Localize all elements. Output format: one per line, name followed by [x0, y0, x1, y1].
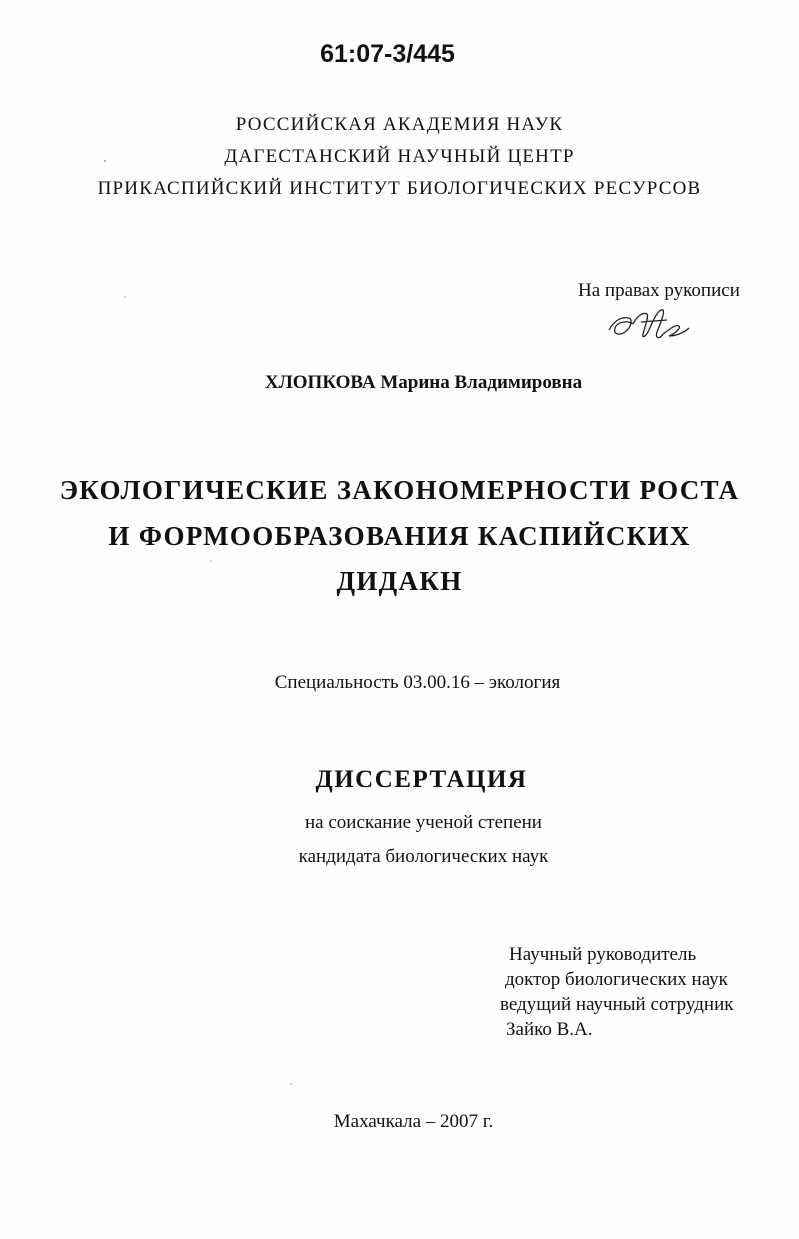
supervisor-line-1: Научный руководитель — [509, 944, 697, 965]
organization-line-3: ПРИКАСПИЙСКИЙ ИНСТИТУТ БИОЛОГИЧЕСКИХ РЕСУРСОВ — [97, 178, 702, 199]
place-year — [0, 1111, 799, 1133]
supervisor-line-2: доктор биологических наук — [505, 969, 728, 990]
supervisor-line-3: ведущий научный сотрудник — [500, 994, 734, 1015]
title-line-3: ДИДАКН — [336, 566, 463, 596]
document-type — [0, 766, 799, 794]
document-type-text: ДИССЕРТАЦИЯ — [315, 766, 528, 793]
scan-speck — [124, 296, 126, 298]
specialty-text: Специальность 03.00.16 – экология — [274, 672, 561, 693]
scan-speck — [210, 560, 212, 562]
place-year-text: Махачкала – 2007 г. — [333, 1111, 494, 1132]
archive-code — [0, 40, 799, 69]
title-line-1: ЭКОЛОГИЧЕСКИЕ ЗАКОНОМЕРНОСТИ РОСТА — [59, 475, 740, 505]
organization-line-1: РОССИЙСКАЯ АКАДЕМИЯ НАУК — [235, 114, 564, 135]
scan-speck — [290, 1083, 292, 1085]
handwritten-signature — [603, 300, 693, 348]
archive-code-text: 61:07-3/445 — [320, 40, 455, 68]
supervisor-line-4: Зайко В.А. — [506, 1019, 593, 1040]
author-name-text: ХЛОПКОВА Марина Владимировна — [264, 372, 583, 393]
degree-line-2-text: кандидата биологических наук — [298, 846, 549, 867]
specialty — [0, 672, 799, 694]
scan-speck — [104, 160, 106, 162]
organization-line-2: ДАГЕСТАНСКИЙ НАУЧНЫЙ ЦЕНТР — [224, 146, 575, 167]
degree-line-2 — [0, 846, 799, 868]
degree-line-1 — [0, 812, 799, 834]
degree-line-1-text: на соискание ученой степени — [305, 812, 542, 833]
author-name — [0, 372, 799, 394]
manuscript-note: На правах рукописи — [578, 280, 740, 301]
title-line-2: И ФОРМООБРАЗОВАНИЯ КАСПИЙСКИХ — [108, 521, 691, 551]
